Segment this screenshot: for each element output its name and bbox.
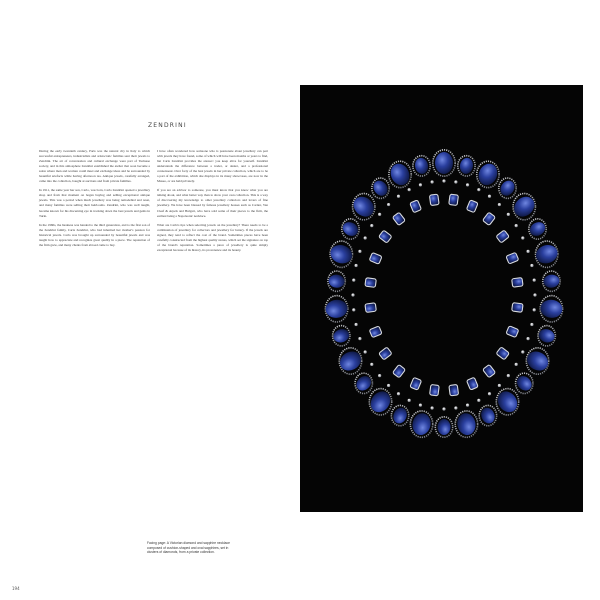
sapphire-stone <box>379 230 392 243</box>
diamond-dot <box>466 183 469 186</box>
diamond-dot <box>498 203 501 206</box>
diamond-dot <box>526 250 529 253</box>
necklace-photo <box>300 85 583 512</box>
sapphire-stone <box>410 200 422 213</box>
paragraph: If you are an advisor to someone, you must know that you know what you are talking about, and what better way than to show your own collection. This is a way of discovering my knowledge to other jewellery collectors and lovers of fine jewellery. We have been blessed by famous jewellery houses such as Cartier, Van Cleef & Arpels and Bulgari, who have sold some of their pieces to the firm, the earliest being a Napoleonic necklace. <box>157 188 268 218</box>
paragraph: In 1911, the same year her son, Carlo, was born, Carlo Zendrini opened a jewellery shop and from that moment on began buying and selling exceptional antique jewels. This was a period when much jewellery was being remodelled and reset, and many families were selling their heirlooms. Zendrini, who was well taught, became known for his discerning eye in tracking down the best jewels and gems in Turin. <box>39 188 150 218</box>
diamond-dot <box>507 374 510 377</box>
diamond-dot <box>408 188 411 191</box>
sapphire-stone <box>365 278 376 288</box>
diamond-dot <box>351 293 354 296</box>
paragraph: During the early twentieth century, Paris was the natural city in Italy to which successful entrepreneurs, industrialists and aristocratic families sent their jewels to Zendrini. The art of conversation and cultural exchange were part of Turinese society, and in this atmosphere Zendrini established the atelier that soon became a salon where men and women could meet and exchange ideas and be surrounded by beautiful artefacts while having afternoon tea. Antique jewels, carefully arranged, came into the collection, bought at auctions and from private families. <box>39 149 150 184</box>
sapphire-stone <box>350 193 378 221</box>
left-text-column <box>39 149 150 252</box>
sapphire-stone <box>466 200 478 213</box>
section-title: ZENDRINI <box>148 122 187 129</box>
sapphire-stone <box>467 377 479 390</box>
diamond-dot <box>370 224 373 227</box>
sapphire-stone <box>410 377 422 390</box>
diamond-dot <box>526 337 529 340</box>
sapphire-stone <box>494 388 521 416</box>
sapphire-stone <box>438 419 451 435</box>
sapphire-stone <box>506 252 519 264</box>
sapphire-stone <box>365 303 376 313</box>
sapphire-stone <box>458 157 474 175</box>
diamond-dot <box>352 308 355 311</box>
diamond-dot <box>387 203 390 206</box>
sapphire-stone <box>482 212 495 225</box>
sapphire-stone <box>379 347 392 360</box>
diamond-dot <box>370 363 373 366</box>
diamond-dot <box>378 374 381 377</box>
sapphire-stone <box>543 274 560 289</box>
sapphire-stone <box>392 212 405 225</box>
sapphire-stone <box>393 365 406 378</box>
sapphire-stone <box>506 326 519 338</box>
sapphire-stone <box>429 194 439 205</box>
image-caption: Facing page: A Victorian diamond and sapphire necklace composed of cushion-shaped and oval sapphires, set in clusters of diamonds, from a private collection. <box>147 541 230 555</box>
diamond-dot <box>355 323 358 326</box>
diamond-dot <box>515 224 518 227</box>
diamond-dot <box>358 250 361 253</box>
diamond-dot <box>387 384 390 387</box>
diamond-dot <box>454 406 457 409</box>
diamond-dot <box>515 363 518 366</box>
diamond-dot <box>364 350 367 353</box>
sapphire-stone <box>336 348 364 375</box>
diamond-dot <box>431 180 434 183</box>
diamond-dot <box>419 183 422 186</box>
sapphire-stone <box>387 161 412 188</box>
diamond-dot <box>530 264 533 267</box>
diamond-dot <box>466 404 469 407</box>
sapphire-stone <box>475 161 500 188</box>
sapphire-stone <box>512 278 523 288</box>
diamond-dot <box>431 406 434 409</box>
page-number: 194 <box>12 586 20 591</box>
sapphire-stone <box>483 364 496 377</box>
diamond-dot <box>488 195 491 198</box>
diamond-dot <box>477 188 480 191</box>
diamond-dot <box>355 264 358 267</box>
sapphire-stone <box>414 157 430 175</box>
sapphire-stone <box>325 299 349 319</box>
paragraph: What are Carla's tips when selecting jewels on the jewellery? There needs to be a combination of jewellery for collectors and jewellery for luxury. If the jewels are signed, they tend to reflect the cost of the brand. Sometimes pieces have been carefully constructed from the highest quality stones, which set the signature on top of the brand's reputation. Sometimes a piece of jewellery is quite simply exceptional because of its history, its provenance and its beauty. <box>157 222 268 252</box>
diamond-dot <box>442 407 445 410</box>
right-text-column <box>157 149 268 257</box>
sapphire-stone <box>496 230 509 243</box>
diamond-dot <box>530 323 533 326</box>
sapphire-stone <box>512 303 523 313</box>
sapphire-stone <box>369 252 382 264</box>
sapphire-stone <box>435 152 453 174</box>
diamond-dot <box>378 213 381 216</box>
diamond-dot <box>408 399 411 402</box>
diamond-dot <box>488 392 491 395</box>
necklace-illustration <box>300 85 583 512</box>
diamond-dot <box>419 404 422 407</box>
paragraph: In the 1960s, the business was handed to the third generation, and to the first son of the Zendrini family, Carla Zendrini, who had inherited her mother's passion for historical jewels. Carla was brought up surrounded by beautiful jewels and was taught how to appreciate and recognize great quality in a piece. The reputation of the firm grew, and many clients from abroad came to buy. <box>39 222 150 247</box>
diamond-dot <box>364 236 367 239</box>
sapphire-stone <box>449 384 459 395</box>
sapphire-stone <box>328 274 345 289</box>
diamond-dot <box>533 279 536 282</box>
sapphire-stone <box>510 193 538 221</box>
diamond-dot <box>533 308 536 311</box>
sapphire-stone <box>367 388 394 416</box>
sapphire-stone <box>524 348 552 375</box>
sapphire-stone <box>430 384 440 395</box>
sapphire-stone <box>369 326 382 338</box>
diamond-dot <box>498 384 501 387</box>
diamond-dot <box>507 213 510 216</box>
diamond-dot <box>521 236 524 239</box>
diamond-dot <box>454 180 457 183</box>
diamond-dot <box>358 337 361 340</box>
diamond-dot <box>442 179 445 182</box>
diamond-dot <box>477 399 480 402</box>
diamond-dot <box>397 392 400 395</box>
paragraph: I have often wondered how someone who is passionate about jewellery can part with jewels they have found, some of which will have been months or years to find, but Carla Zendrini provides the answer: you keep alive for yourself. Zendrini understands the difference between a trader, or dealer, and a professional connoisseur. Over forty of the best jewels in her private collection, which are to be a part of the exhibition, which she displays in its many showcases, are now in the Museo, or are held privately. <box>157 149 268 184</box>
diamond-dot <box>352 279 355 282</box>
sapphire-stone <box>540 299 564 319</box>
sapphire-stone <box>449 194 459 205</box>
sapphire-stone <box>496 347 509 360</box>
diamond-dot <box>397 195 400 198</box>
diamond-dot <box>533 293 536 296</box>
diamond-dot <box>521 350 524 353</box>
